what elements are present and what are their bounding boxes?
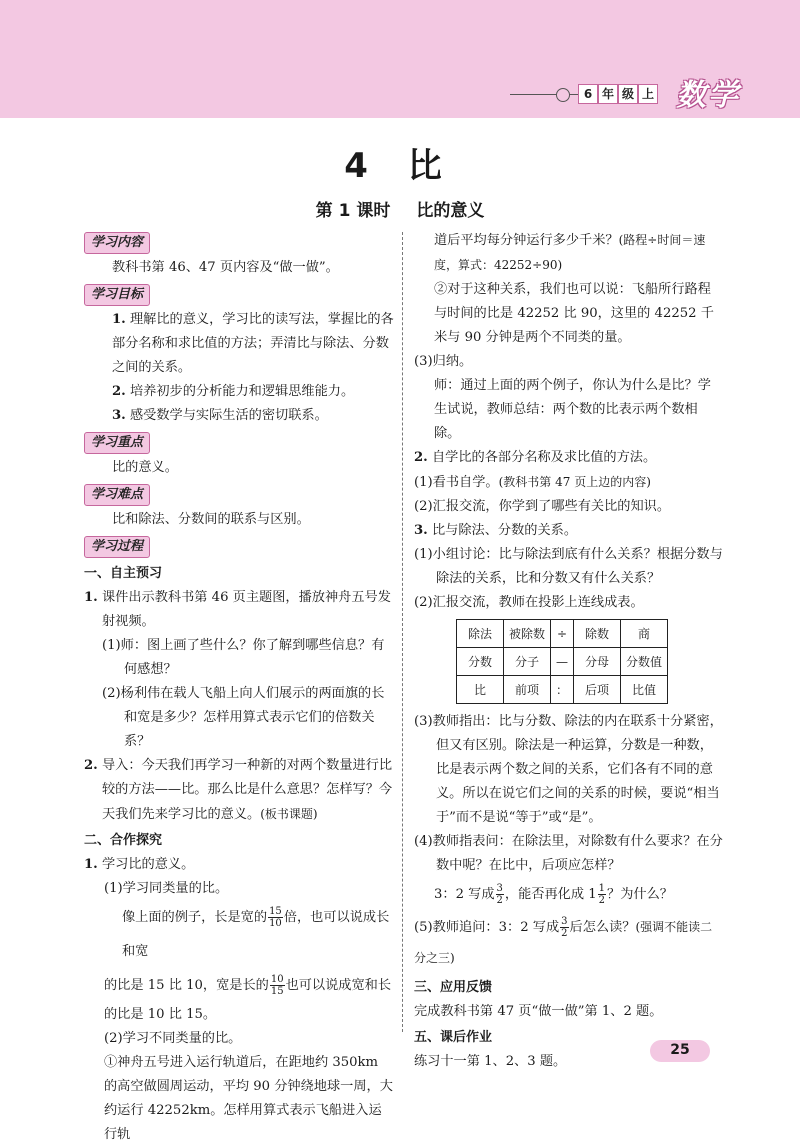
section-homework: 五、课后作业 [414, 1030, 493, 1045]
table-cell: 后项 [574, 676, 621, 704]
table-cell: 前项 [504, 676, 551, 704]
preview-item-2: 2. 导入：今天我们再学习一种新的对两个数量进行比较的方法——比。那么比是什么意思？怎样写？今天我们先来学习比的意义。(板书课题) [84, 758, 393, 822]
chapter-title [0, 138, 800, 187]
table-cell: 商 [621, 620, 668, 648]
fraction-15-10: $\frac{15}{10}$ [269, 906, 282, 929]
table-cell: ÷ [551, 620, 574, 648]
right-column [414, 228, 724, 1074]
grade-char-shang: 上 [638, 84, 658, 104]
chapter-number: 4 [344, 146, 382, 186]
example-line-2: 的比是 15 比 10，宽是长的 $\frac{10}{15}$ 也可以说成宽和长 [104, 974, 392, 997]
summary-text: 师：通过上面的两个例子，你认为什么是比？学生试说，教师总结：两个数的比表示两个数相除。 [434, 378, 711, 441]
fraction-10-15: $\frac{10}{15}$ [270, 974, 284, 997]
table-row [457, 676, 668, 704]
table-cell: 除数 [574, 620, 621, 648]
explore-item-1: 1. 学习比的意义。 [84, 857, 195, 872]
tag-learning-goals: 学习目标 [84, 284, 150, 306]
explore-item-2: 2. 自学比的各部分名称及求比值的方法。 [414, 450, 657, 465]
question-line: 3：2 写成 $\frac{3}{2}$ ，能否再化成 1 $\frac{1}{2}$ ？为什么？ [434, 883, 673, 906]
table-cell: 分母 [574, 648, 621, 676]
grade-number: 6 [578, 84, 598, 104]
table-cell: 分数值 [621, 648, 668, 676]
left-column [84, 228, 394, 1147]
table-cell: 比 [457, 676, 504, 704]
fraction-3-2: $\frac{3}{2}$ [496, 883, 503, 906]
subject-logo: 数学 [676, 78, 740, 113]
preview-item-1b: (2)杨利伟在载人飞船上向人们展示的两面旗的长和宽是多少？怎样用算式表示它们的倍数关系？ [102, 686, 385, 749]
chapter-name: 比 [407, 146, 456, 186]
column-divider [402, 232, 403, 1032]
table-cell: 分子 [504, 648, 551, 676]
fraction-3-2-b: $\frac{3}{2}$ [561, 916, 568, 939]
table-cell: 除法 [457, 620, 504, 648]
goal-3: 3. 感受数学与实际生活的密切联系。 [112, 408, 328, 423]
tag-difficulty: 学习难点 [84, 484, 150, 506]
comparison-table [456, 619, 668, 704]
explore-item-3c: (3)教师指出：比与分数、除法的内在联系十分紧密，但又有区别。除法是一种运算，分数是一种数，比是表示两个数之间的关系，它们各有不同的意义。所以在说它们之间的关系的时候，要说“相当于”而不是说“等于”或“是”。 [414, 714, 723, 825]
continued-question: 道后平均每分钟运行多少千米？(路程÷时间＝速度，算式：42252÷90) [434, 233, 706, 272]
tag-learning-process: 学习过程 [84, 536, 150, 558]
table-row [457, 620, 668, 648]
preview-item-1a: (1)师：图上画了些什么？你了解到哪些信息？有何感想？ [102, 638, 385, 677]
section-cooperative: 二、合作探究 [84, 833, 163, 848]
table-cell: 分数 [457, 648, 504, 676]
section-feedback: 三、应用反馈 [414, 980, 493, 995]
lesson-number: 第 1 课时 [315, 201, 391, 221]
explore-item-1b: (2)学习不同类量的比。 [104, 1031, 242, 1046]
table-cell: 比值 [621, 676, 668, 704]
explore-item-3: 3. 比与除法、分数的关系。 [414, 523, 578, 538]
section-self-preview: 一、自主预习 [84, 566, 163, 581]
explore-item-2a: (1)看书自学。(教科书第 47 页上边的内容) [414, 475, 651, 490]
page-number: 25 [670, 1042, 690, 1058]
difficulty-text: 比和除法、分数间的联系与区别。 [112, 512, 310, 527]
lesson-title [0, 196, 800, 221]
explore-item-3a: (1)小组讨论：比与除法到底有什么关系？根据分数与除法的关系，比和分数又有什么关系？ [414, 547, 723, 586]
explore-item-3e: (5)教师追问：3：2 写成 $\frac{3}{2}$ 后怎么读？(强调不能读二分之三) [414, 916, 713, 965]
table-cell: ： [551, 676, 574, 704]
goal-2: 2. 培养初步的分析能力和逻辑思维能力。 [112, 384, 355, 399]
goal-1: 1. 理解比的意义，学习比的读写法，掌握比的各部分名称和求比值的方法；弄清比与除法、分数之间的关系。 [112, 312, 394, 375]
table-cell: 被除数 [504, 620, 551, 648]
grade-char-ji: 级 [618, 84, 638, 104]
lesson-name: 比的意义 [416, 201, 485, 221]
content-text: 教科书第 46、47 页内容及“做一做”。 [112, 260, 339, 275]
homework-text: 练习十一第 1、2、3 题。 [414, 1054, 567, 1069]
example-line-1: 像上面的例子，长是宽的 $\frac{15}{10}$ 倍，也可以说成长和宽 [122, 906, 390, 959]
relation-explanation: ②对于这种关系，我们也可以说：飞船所行路程与时间的比是 42252 比 90，这里的 42252 千米与 90 分钟是两个不同类的量。 [434, 282, 714, 345]
explore-item-2b: (2)汇报交流，你学到了哪些有关比的知识。 [414, 499, 671, 514]
summary-heading: (3)归纳。 [414, 354, 473, 369]
preview-item-1: 1. 课件出示教科书第 46 页主题图，播放神舟五号发射视频。 [84, 590, 391, 629]
fraction-1-2: $\frac{1}{2}$ [598, 883, 606, 906]
explore-item-3d: (4)教师指表问：在除法里，对除数有什么要求？在分数中呢？在比中，后项应怎样？ [414, 834, 723, 873]
explore-item-1a: (1)学习同类量的比。 [104, 881, 229, 896]
tag-key-point: 学习重点 [84, 432, 150, 454]
table-cell: — [551, 648, 574, 676]
feedback-text: 完成教科书第 47 页“做一做”第 1、2 题。 [414, 1004, 663, 1019]
tag-learning-content: 学习内容 [84, 232, 150, 254]
key-point-text: 比的意义。 [112, 460, 178, 475]
shenzhou-example: ①神舟五号进入运行轨道后，在距地约 350km 的高空做圆周运动，平均 90 分钟绕地球一周，大约运行 42252km。怎样用算式表示飞船进入运行轨 [104, 1055, 393, 1142]
header-decoration-dot [556, 88, 570, 102]
explore-item-3b: (2)汇报交流，教师在投影上连线成表。 [414, 595, 644, 610]
table-row [457, 648, 668, 676]
grade-char-nian: 年 [598, 84, 618, 104]
example-line-3: 的比是 10 比 15。 [104, 1007, 217, 1022]
